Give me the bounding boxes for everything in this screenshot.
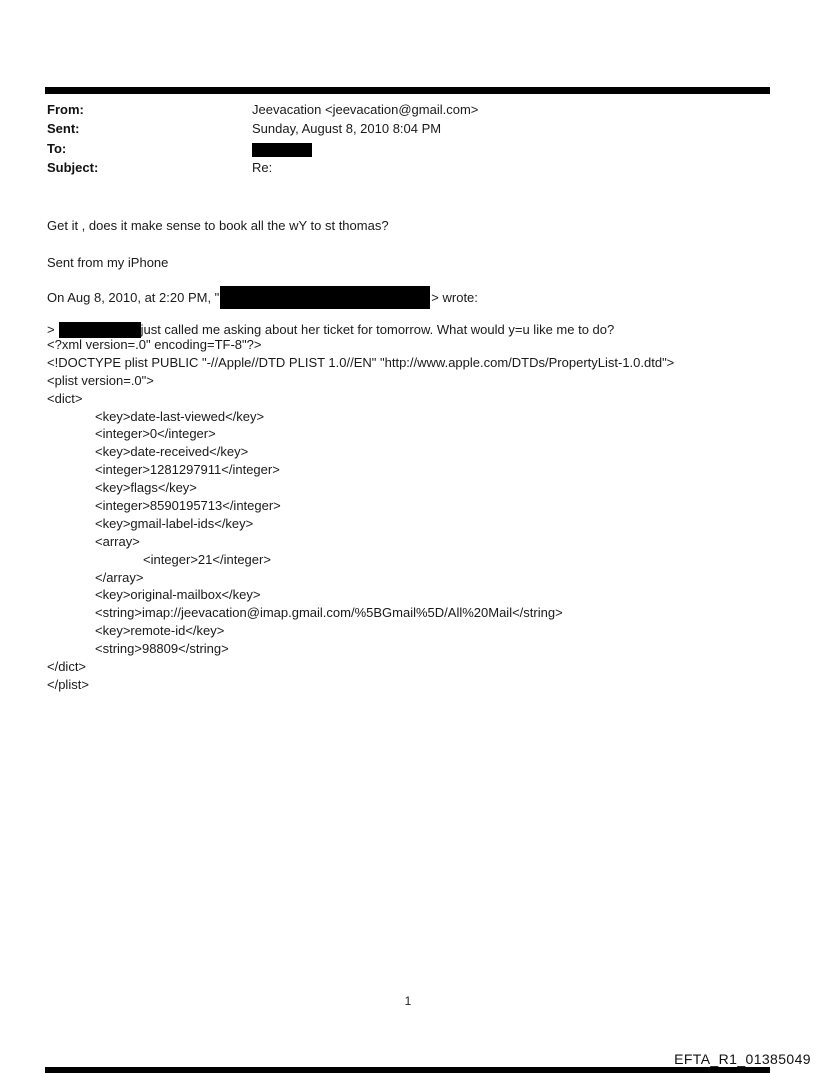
plist-line: <!DOCTYPE plist PUBLIC "-//Apple//DTD PLIST 1.0//EN" "http://www.apple.com/DTDs/PropertyList-1.0.dtd">: [47, 354, 675, 370]
header-field-from: [47, 102, 478, 121]
header-field-value: Re:: [252, 159, 273, 175]
reply-intro-suffix: > wrote:: [431, 289, 478, 305]
quoted-text: just called me asking about her ticket for tomorrow. What would y=u like me to do?: [140, 322, 615, 337]
plist-xml-block: [47, 336, 674, 694]
plist-line: <integer>0</integer>: [95, 426, 216, 442]
plist-line: <string>imap://jeevacation@imap.gmail.com/%5BGmail%5D/All%20Mail</string>: [95, 605, 563, 621]
plist-line: <array>: [95, 533, 140, 549]
header-field-value: Jeevacation <jeevacation@gmail.com>: [252, 102, 479, 117]
header-field-label: Sent:: [47, 121, 80, 137]
bates-number: EFTA_R1_01385049: [674, 1051, 811, 1067]
plist-line: <key>flags</key>: [95, 480, 197, 496]
plist-line: <?xml version=.0" encoding=TF-8"?>: [47, 337, 262, 352]
plist-line: <key>remote-id</key>: [95, 623, 225, 639]
plist-line: </plist>: [47, 676, 89, 692]
plist-line: </dict>: [47, 659, 87, 675]
plist-line: <integer>8590195713</integer>: [95, 498, 281, 514]
plist-line: <string>98809</string>: [95, 641, 229, 657]
header-field-value: Sunday, August 8, 2010 8:04 PM: [252, 121, 442, 137]
quote-marker: >: [47, 322, 55, 337]
plist-line: </array>: [95, 569, 144, 585]
reply-intro-line: [47, 285, 478, 309]
plist-line: <integer>21</integer>: [143, 551, 271, 567]
header-field-sent: [47, 121, 441, 140]
page-number: 1: [404, 994, 412, 1008]
reply-intro-prefix: On Aug 8, 2010, at 2:20 PM, ": [47, 289, 220, 305]
plist-line: <key>date-received</key>: [95, 444, 249, 460]
plist-line: <key>gmail-label-ids</key>: [95, 515, 254, 531]
redaction-bar: [220, 286, 430, 309]
header-field-label: From:: [47, 102, 84, 117]
redaction-bar: [252, 143, 312, 157]
plist-line: <key>original-mailbox</key>: [95, 587, 261, 603]
header-field-label: To:: [47, 140, 67, 156]
header-field-subject: [47, 160, 272, 179]
top-horizontal-rule: [45, 87, 770, 94]
header-field-to: [47, 141, 312, 160]
header-field-label: Subject:: [47, 159, 99, 175]
email-body-opening-line: Get it , does it make sense to book all the wY to st thomas?: [47, 218, 389, 233]
plist-line: <integer>1281297911</integer>: [95, 462, 280, 478]
plist-line: <dict>: [47, 390, 83, 406]
plist-line: <key>date-last-viewed</key>: [95, 408, 265, 424]
plist-line: <plist version=.0">: [47, 372, 154, 388]
email-signature: Sent from my iPhone: [47, 255, 169, 270]
bottom-horizontal-rule: [45, 1067, 770, 1073]
